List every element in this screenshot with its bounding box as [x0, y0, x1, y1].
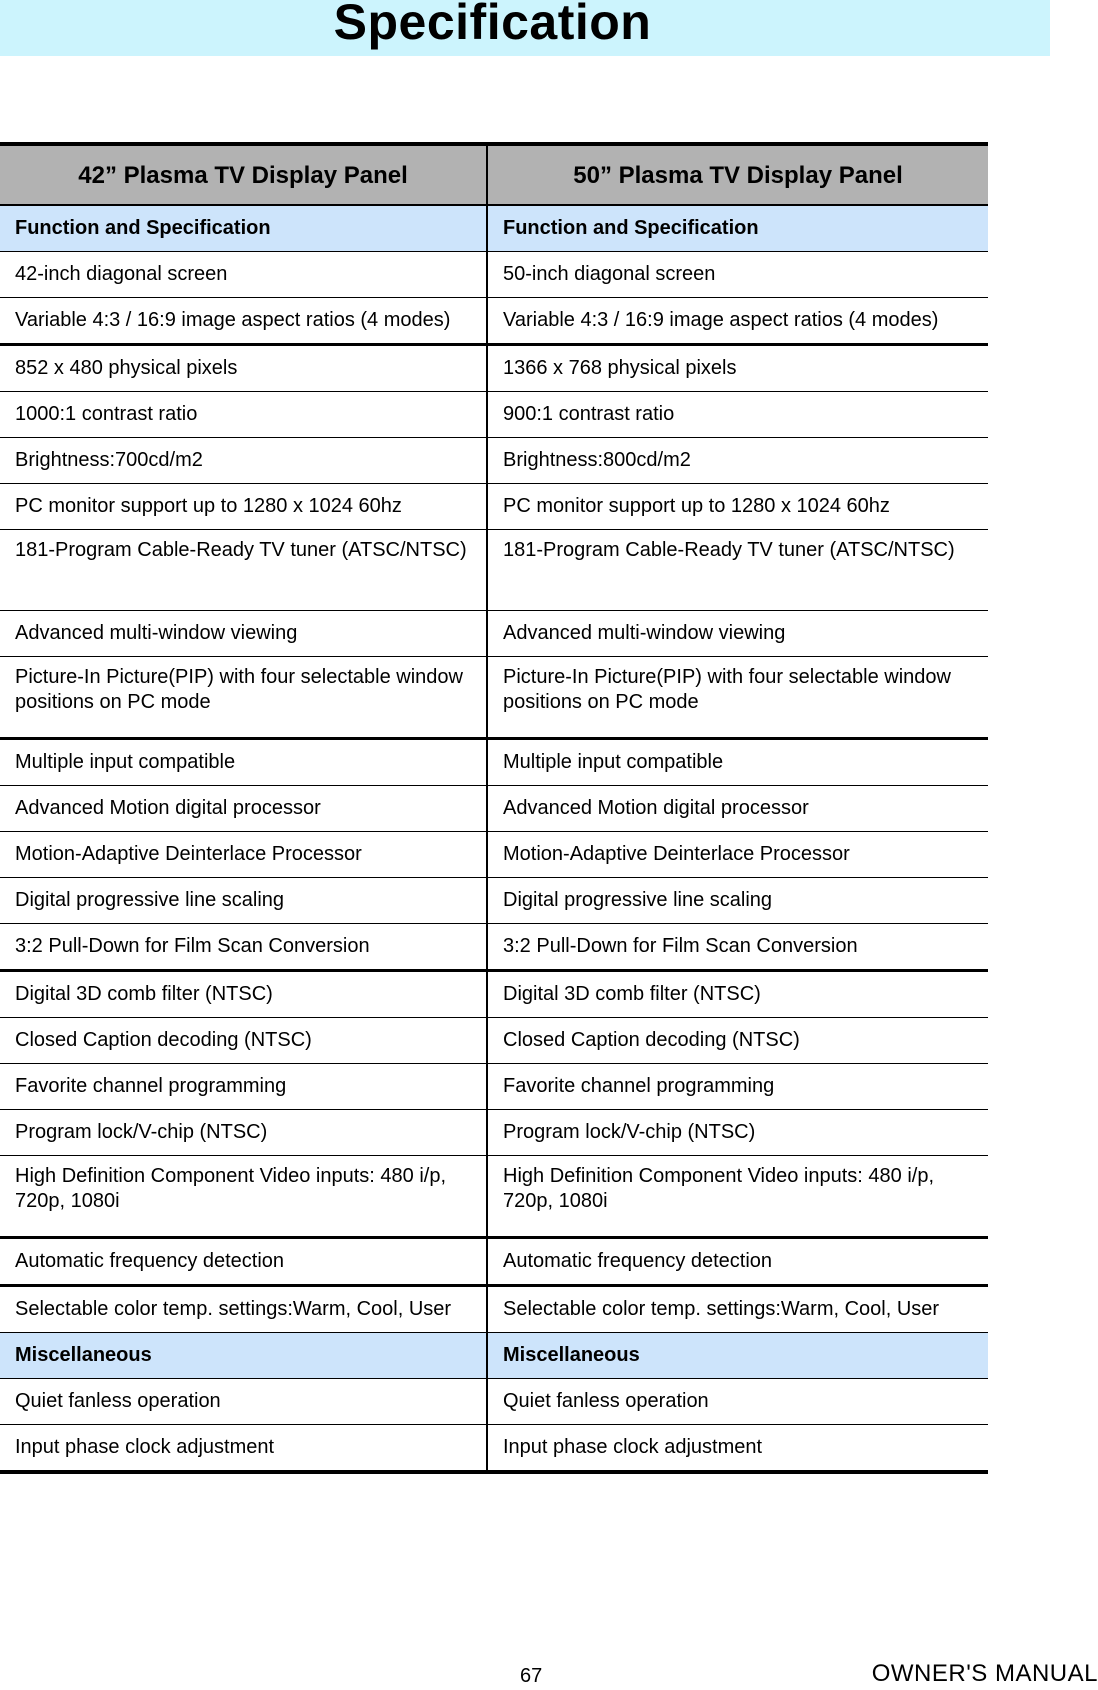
- cell-50-inch: Brightness:800cd/m2: [487, 438, 988, 484]
- footer-manual-label: OWNER'S MANUAL: [871, 1660, 1098, 1687]
- section-header-row: [0, 205, 988, 252]
- header-42-inch: 42” Plasma TV Display Panel: [0, 144, 487, 205]
- cell-50-inch: Motion-Adaptive Deinterlace Processor: [487, 832, 988, 878]
- spec-table-body: [0, 205, 988, 1472]
- cell-50-inch: PC monitor support up to 1280 x 1024 60hz: [487, 484, 988, 530]
- table-row: [0, 832, 988, 878]
- cell-42-inch: Function and Specification: [0, 205, 487, 252]
- cell-50-inch: Input phase clock adjustment: [487, 1425, 988, 1473]
- table-row: [0, 924, 988, 971]
- cell-42-inch: Favorite channel programming: [0, 1064, 487, 1110]
- table-row: [0, 1425, 988, 1473]
- table-row: [0, 878, 988, 924]
- header-50-inch: 50” Plasma TV Display Panel: [487, 144, 988, 205]
- table-row: [0, 657, 988, 739]
- table-row: [0, 1286, 988, 1333]
- cell-50-inch: Selectable color temp. settings:Warm, Cool, User: [487, 1286, 988, 1333]
- cell-50-inch: Variable 4:3 / 16:9 image aspect ratios (4 modes): [487, 298, 988, 345]
- cell-50-inch: 50-inch diagonal screen: [487, 252, 988, 298]
- cell-50-inch: Automatic frequency detection: [487, 1238, 988, 1286]
- cell-42-inch: Advanced Motion digital processor: [0, 786, 487, 832]
- cell-42-inch: 42-inch diagonal screen: [0, 252, 487, 298]
- cell-50-inch: High Definition Component Video inputs: 480 i/p, 720p, 1080i: [487, 1156, 988, 1238]
- cell-42-inch: Brightness:700cd/m2: [0, 438, 487, 484]
- cell-42-inch: Quiet fanless operation: [0, 1379, 487, 1425]
- cell-42-inch: Automatic frequency detection: [0, 1238, 487, 1286]
- table-row: [0, 392, 988, 438]
- cell-42-inch: Digital 3D comb filter (NTSC): [0, 971, 487, 1018]
- table-row: [0, 611, 988, 657]
- cell-42-inch: Picture-In Picture(PIP) with four selectable window positions on PC mode: [0, 657, 487, 739]
- cell-42-inch: Motion-Adaptive Deinterlace Processor: [0, 832, 487, 878]
- page-number: 67: [520, 1665, 543, 1687]
- cell-50-inch: 900:1 contrast ratio: [487, 392, 988, 438]
- cell-42-inch: Program lock/V-chip (NTSC): [0, 1110, 487, 1156]
- section-header-row: [0, 1333, 988, 1379]
- cell-50-inch: Miscellaneous: [487, 1333, 988, 1379]
- table-row: [0, 1156, 988, 1238]
- table-row: [0, 252, 988, 298]
- cell-50-inch: Digital 3D comb filter (NTSC): [487, 971, 988, 1018]
- cell-50-inch: 1366 x 768 physical pixels: [487, 345, 988, 392]
- table-header-row: [0, 144, 988, 205]
- table-row: [0, 739, 988, 786]
- cell-42-inch: Closed Caption decoding (NTSC): [0, 1018, 487, 1064]
- cell-42-inch: Input phase clock adjustment: [0, 1425, 487, 1473]
- table-row: [0, 530, 988, 611]
- cell-42-inch: 3:2 Pull-Down for Film Scan Conversion: [0, 924, 487, 971]
- cell-42-inch: PC monitor support up to 1280 x 1024 60hz: [0, 484, 487, 530]
- table-row: [0, 345, 988, 392]
- table-row: [0, 971, 988, 1018]
- cell-50-inch: 3:2 Pull-Down for Film Scan Conversion: [487, 924, 988, 971]
- cell-50-inch: Program lock/V-chip (NTSC): [487, 1110, 988, 1156]
- cell-42-inch: Variable 4:3 / 16:9 image aspect ratios (4 modes): [0, 298, 487, 345]
- cell-42-inch: Advanced multi-window viewing: [0, 611, 487, 657]
- table-row: [0, 1238, 988, 1286]
- cell-42-inch: Digital progressive line scaling: [0, 878, 487, 924]
- spec-table: [0, 142, 988, 1474]
- cell-50-inch: Multiple input compatible: [487, 739, 988, 786]
- table-row: [0, 438, 988, 484]
- table-row: [0, 1064, 988, 1110]
- cell-42-inch: 181-Program Cable-Ready TV tuner (ATSC/NTSC): [0, 530, 487, 611]
- cell-42-inch: 1000:1 contrast ratio: [0, 392, 487, 438]
- cell-50-inch: 181-Program Cable-Ready TV tuner (ATSC/NTSC): [487, 530, 988, 611]
- cell-50-inch: Favorite channel programming: [487, 1064, 988, 1110]
- cell-50-inch: Quiet fanless operation: [487, 1379, 988, 1425]
- table-row: [0, 298, 988, 345]
- cell-50-inch: Function and Specification: [487, 205, 988, 252]
- cell-50-inch: Closed Caption decoding (NTSC): [487, 1018, 988, 1064]
- table-row: [0, 484, 988, 530]
- table-row: [0, 1379, 988, 1425]
- cell-50-inch: Digital progressive line scaling: [487, 878, 988, 924]
- cell-42-inch: Miscellaneous: [0, 1333, 487, 1379]
- page-title: Specification: [333, 0, 652, 50]
- cell-50-inch: Advanced multi-window viewing: [487, 611, 988, 657]
- cell-42-inch: Multiple input compatible: [0, 739, 487, 786]
- cell-42-inch: High Definition Component Video inputs: 480 i/p, 720p, 1080i: [0, 1156, 487, 1238]
- table-row: [0, 1110, 988, 1156]
- cell-50-inch: Advanced Motion digital processor: [487, 786, 988, 832]
- table-row: [0, 786, 988, 832]
- table-row: [0, 1018, 988, 1064]
- cell-42-inch: 852 x 480 physical pixels: [0, 345, 487, 392]
- cell-50-inch: Picture-In Picture(PIP) with four selectable window positions on PC mode: [487, 657, 988, 739]
- cell-42-inch: Selectable color temp. settings:Warm, Cool, User: [0, 1286, 487, 1333]
